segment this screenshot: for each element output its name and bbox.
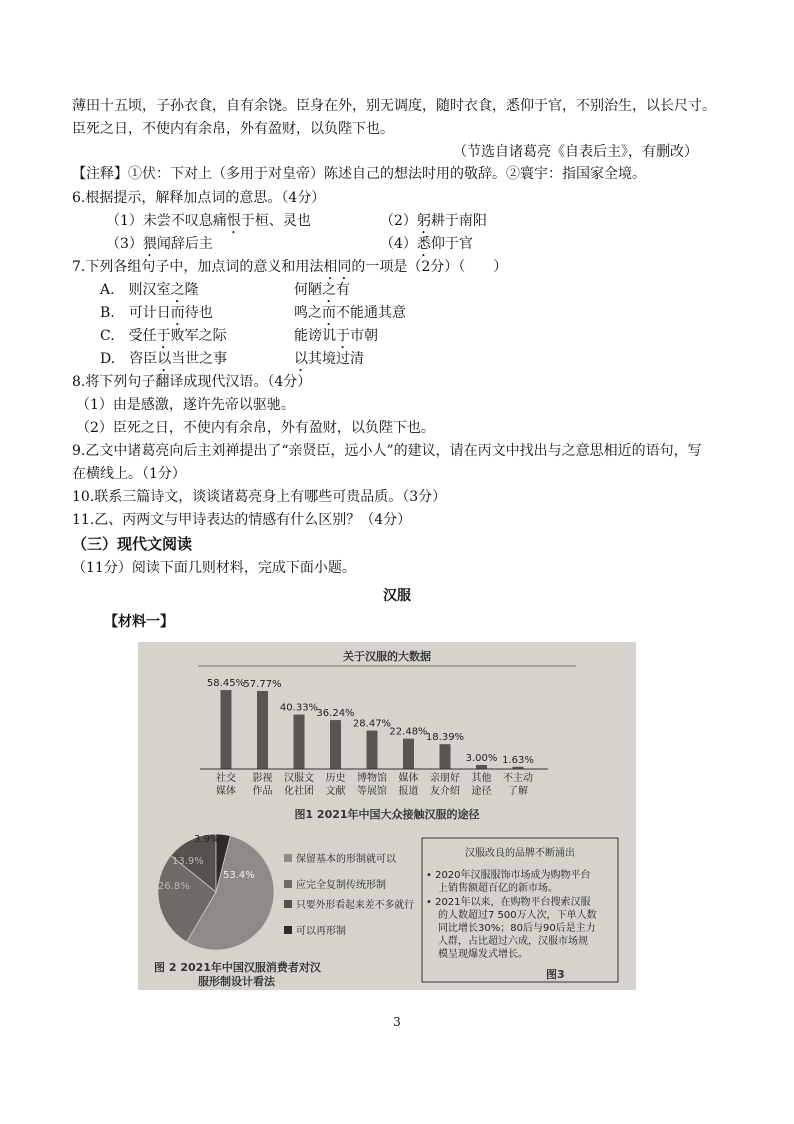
bar-5 [367, 731, 378, 769]
bar-value-label-1: 58.45% [206, 678, 246, 690]
q7-option-c-right: 能谤讥于市朝 [294, 328, 378, 344]
bar-chart [207, 678, 534, 797]
q8-stem: 8.将下列句子翻译成现代汉语。（4分） [72, 374, 312, 390]
fig2-caption-line-1: 图 2 2021年中国汉服消费者对汉 [154, 961, 321, 974]
passage-line-2: 臣死之日，不使内有余帛，外有盈财，以负陛下也。 [72, 121, 394, 137]
info-box-title: 汉服改良的品牌不断涌出 [465, 848, 575, 859]
section-3-heading: （三）现代文阅读 [72, 535, 193, 553]
pie-label-53-4: 53.4% [223, 870, 255, 881]
bar-category-label-4-1: 历史 [325, 773, 346, 784]
bar-value-label-3: 40.33% [279, 702, 319, 714]
bar-value-label-2: 57.77% [243, 679, 282, 691]
bar-category-label-3-2: 化社团 [284, 786, 314, 797]
figure-main-title: 关于汉服的大数据 [343, 650, 431, 663]
fig2-caption-line-2: 服形制设计看法 [198, 975, 275, 988]
q9-line-2: 在横线上。（1分） [72, 466, 186, 482]
info-box-bullet-1-l1: • 2020年汉服服饰市场成为购物平台 [426, 870, 591, 881]
legend-swatch-4 [284, 926, 292, 934]
legend-label-4: 可以再形制 [296, 926, 346, 937]
bar-4 [330, 720, 341, 769]
q7-option-d-left: D. 咨臣以当世之事 [100, 351, 228, 367]
info-box-bullet-2-l5: 模呈现爆发式增长。 [438, 949, 528, 960]
pie-label-3-9: 3.9% [194, 834, 220, 845]
info-box-bullet-2-l3: 同比增长30%；80后与90后是主力 [438, 923, 596, 934]
q7-option-a-right: 何陋之有 [294, 282, 350, 298]
q7-stem: 7.下列各组句子中，加点词的意义和用法相同的一项是（2分）（ ） [72, 259, 508, 275]
passage-line-1: 薄田十五顷，子孙衣食，自有余饶。臣身在外，别无调度，随时衣食，悉仰于官，不别治生，以长尺寸。 [72, 98, 716, 114]
bar-category-label-8-2: 途径 [471, 786, 492, 797]
pie-legend [284, 852, 414, 937]
q9-line-1: 9.乙文中诸葛亮向后主刘禅提出了“亲贤臣，远小人”的建议，请在丙文中找出与之意思相近的语句，写 [72, 443, 702, 459]
q7-option-c-left: C. 受任于败军之际 [100, 328, 227, 344]
info-box-bullet-1-l2: 上销售额超百亿的新市场。 [438, 883, 558, 894]
section-3-intro: （11分）阅读下面几则材料，完成下面小题。 [72, 560, 356, 576]
bar-category-label-4-2: 文献 [325, 786, 346, 797]
info-box-bullet-2-l4: 人群，占比超过六成，汉服市场规 [438, 936, 588, 947]
bar-category-label-9-1: 不主动 [503, 773, 533, 784]
bar-category-label-5-1: 博物馆 [357, 773, 387, 784]
bar-category-label-1-2: 媒体 [216, 786, 236, 797]
q11-stem: 11.乙、丙两文与甲诗表达的情感有什么区别？（4分） [72, 512, 412, 528]
bar-3 [294, 715, 305, 769]
bar-category-label-2-2: 作品 [252, 786, 273, 797]
legend-swatch-3 [284, 900, 292, 908]
article-title: 汉服 [383, 588, 411, 604]
q7-option-b-right: 鸣之而不能通其意 [294, 305, 406, 321]
pie-chart [158, 834, 274, 950]
bar-7 [440, 744, 451, 769]
q10-stem: 10.联系三篇诗文，谈谈诸葛亮身上有哪些可贵品质。（3分） [72, 489, 447, 505]
info-box-bullet-2-l1: • 2021年以来，在购物平台搜索汉服 [426, 897, 591, 908]
bar-category-label-7-1: 亲朋好 [430, 773, 460, 784]
page-number: 3 [393, 1015, 401, 1029]
q8-sentence-2: （2）臣死之日，不使内有余帛，外有盈财，以负陛下也。 [76, 420, 435, 436]
q6-item-4: （4）悉仰于官 [380, 236, 473, 252]
bar-value-label-5: 28.47% [352, 718, 392, 730]
legend-label-3: 只要外形看起来差不多就行 [296, 900, 416, 911]
bar-value-label-7: 18.39% [425, 732, 465, 744]
bar-category-label-8-1: 其他 [471, 773, 492, 784]
q6-item-2: （2）躬耕于南阳 [380, 213, 487, 229]
bar-1 [221, 690, 232, 769]
bar-category-label-6-1: 媒体 [398, 773, 419, 784]
passage-source: （节选自诸葛亮《自表后主》，有删改） [453, 144, 698, 160]
fig1-caption: 图1 2021年中国大众接触汉服的途径 [294, 808, 480, 821]
q7-option-d-right: 以其境过清 [294, 351, 364, 367]
bar-2 [257, 691, 268, 769]
q6-item-1: （1）未尝不叹息痛恨于桓、灵也 [106, 213, 311, 229]
bar-value-label-9: 1.63% [502, 754, 534, 766]
bar-category-label-3-1: 汉服文 [284, 773, 314, 784]
bar-value-label-6: 22.48% [389, 726, 428, 738]
bar-8 [476, 765, 487, 769]
bar-category-label-1-1: 社交 [216, 773, 236, 784]
pie-label-26-8: 26.8% [158, 881, 190, 892]
legend-label-1: 保留基本的形制就可以 [296, 854, 396, 865]
info-box-bullet-2-l2: 的人数超过7 500万人次，下单人数 [438, 910, 597, 921]
legend-label-2: 应完全复制传统形制 [296, 880, 386, 891]
bar-category-label-5-2: 等展馆 [357, 786, 387, 797]
passage-note: 【注释】①伏：下对上（多用于对皇帝）陈述自己的想法时用的敬辞。②寰宇：指国家全境。 [72, 166, 646, 182]
bar-6 [403, 739, 414, 769]
legend-swatch-2 [284, 880, 292, 888]
material-1-label: 【材料一】 [104, 614, 174, 630]
q8-sentence-1: （1）由是感激，遂许先帝以驱驰。 [76, 397, 295, 413]
bar-category-label-6-2: 报道 [398, 786, 419, 797]
fig3-caption: 图3 [546, 968, 565, 981]
bar-value-label-8: 3.00% [465, 752, 498, 764]
q6-item-3: （3）猥闻辞后主 [106, 236, 213, 252]
pie-label-13-9: 13.9% [172, 856, 204, 867]
bar-category-label-9-2: 了解 [508, 786, 528, 797]
q7-option-b-left: B. 可计日而待也 [100, 305, 213, 321]
q6-stem: 6.根据提示，解释加点词的意思。（4分） [72, 190, 326, 206]
figure-svg [138, 642, 636, 990]
bar-value-label-4: 36.24% [316, 708, 355, 720]
bar-category-label-7-2: 友介绍 [430, 786, 460, 797]
legend-swatch-1 [284, 854, 292, 862]
figure-photo [138, 642, 636, 990]
bar-category-label-2-1: 影视 [252, 773, 273, 784]
q7-option-a-left: A. 则汉室之隆 [100, 282, 199, 298]
